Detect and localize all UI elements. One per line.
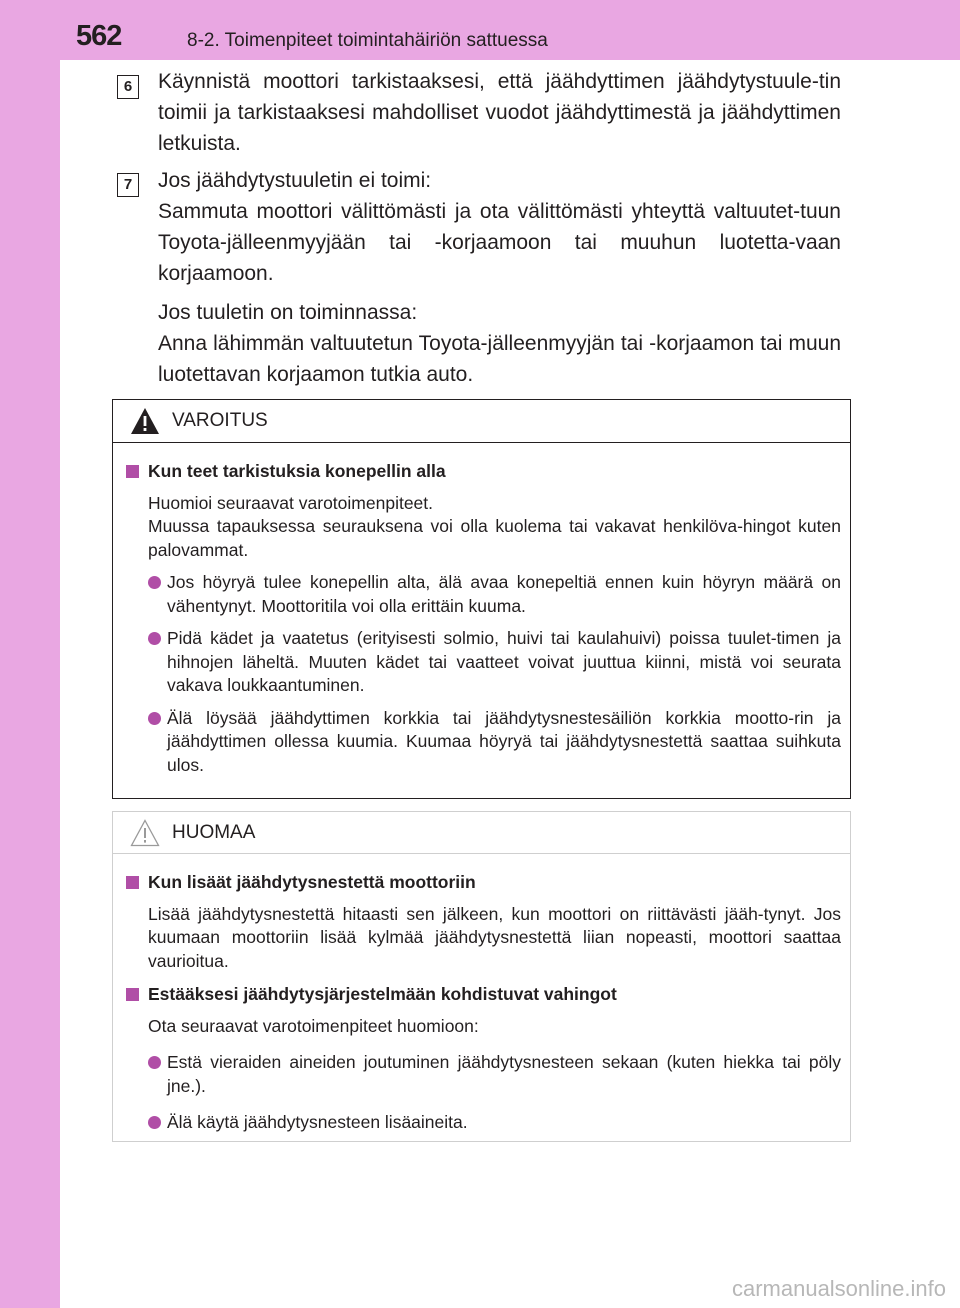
warning-box (112, 399, 851, 799)
warning-bullet-1: Jos höyryä tulee konepellin alta, älä avaa konepeltiä ennen kuin höyryn määrä on vähentynyt. Moottoritila voi olla erittäin kuuma. (126, 571, 841, 618)
notice-heading-1: Kun lisäät jäähdytysnestettä moottoriin (126, 871, 841, 895)
caution-triangle-outline-icon (130, 819, 160, 847)
step-7-line1: Jos jäähdytystuuletin ei toimi: (158, 169, 432, 192)
notice-text-1: Lisää jäähdytysnestettä hitaasti sen jälkeen, kun moottori on riittävästi jääh-tynyt. Jos kuumaan moottoriin lisää kylmää jäähdytysnestettä liian nopeasti, moottori saattaa vaurioitua. (148, 903, 841, 971)
square-bullet-icon (126, 876, 139, 889)
notice-heading-2: Estääksesi jäähdytysjärjestelmään kohdistuvat vahingot (126, 983, 841, 1007)
square-bullet-icon (126, 988, 139, 1001)
notice-title: HUOMAA (172, 822, 256, 843)
warning-bullet-2: Pidä kädet ja vaatetus (erityisesti solmio, huivi tai kaulahuivi) poissa tuulet-timen ja hihnojen läheltä. Muuten kädet tai vaatteet voivat juuttua kiinni, mistä voi seurata vakava loukkaantuminen. (126, 627, 841, 698)
warning-triangle-icon (130, 407, 160, 435)
step-7-line2: Sammuta moottori välittömästi ja ota välittömästi yhteyttä valtuutet-tuun Toyota-jälleenmyyjään tai -korjaamoon tai muuhun luotetta-vaan korjaamoon. (158, 200, 841, 285)
round-bullet-icon (148, 1056, 161, 1069)
side-color-strip (0, 0, 60, 1308)
round-bullet-icon (148, 712, 161, 725)
notice-bullet-1: Estä vieraiden aineiden joutuminen jäähdytysnesteen sekaan (kuten hiekka tai pöly jne.). (126, 1051, 841, 1098)
warning-box-header (113, 400, 850, 443)
step-6 (158, 66, 841, 159)
step-7-line3: Jos tuuletin on toiminnassa: (158, 301, 418, 324)
warning-title: VAROITUS (172, 410, 268, 431)
notice-box (112, 811, 851, 1142)
warning-body (113, 443, 850, 777)
section-title: 8-2. Toimenpiteet toimintahäiriön sattuessa (187, 30, 548, 51)
round-bullet-icon (148, 632, 161, 645)
warning-bullet-3: Älä löysää jäähdyttimen korkkia tai jäähdytysnestesäiliön korkkia mootto-rin ja jäähdyttimen ollessa kuumia. Kuumaa höyryä tai jäähdytysnestettä saattaa suihkuta ulos. (126, 707, 841, 778)
notice-box-header (113, 812, 850, 854)
step-7 (158, 165, 841, 390)
page-number: 562 (76, 20, 122, 52)
notice-body (113, 854, 850, 1135)
warning-intro1: Huomioi seuraavat varotoimenpiteet. (148, 492, 434, 513)
warning-heading: Kun teet tarkistuksia konepellin alla (126, 460, 841, 484)
step-7-line4: Anna lähimmän valtuutetun Toyota-jälleenmyyjän tai -korjaamon tai muun luotettavan korjaamon tutkia auto. (158, 332, 841, 386)
step-number-7: 7 (117, 173, 139, 197)
notice-text-2: Ota seuraavat varotoimenpiteet huomioon: (148, 1015, 479, 1036)
step-6-text: Käynnistä moottori tarkistaaksesi, että jäähdyttimen jäähdytystuule-tin toimii ja tarkistaaksesi mahdolliset vuodot jäähdyttimestä ja jäähdyttimen letkuista. (158, 70, 841, 155)
watermark: carmanualsonline.info (731, 1276, 946, 1301)
warning-intro2: Muussa tapauksessa seurauksena voi olla kuolema tai vakavat henkilöva-hingot kuten palovammat. (148, 516, 841, 560)
round-bullet-icon (148, 1116, 161, 1129)
notice-bullet-2: Älä käytä jäähdytysnesteen lisäaineita. (126, 1111, 841, 1135)
square-bullet-icon (126, 465, 139, 478)
step-number-6: 6 (117, 75, 139, 99)
round-bullet-icon (148, 576, 161, 589)
